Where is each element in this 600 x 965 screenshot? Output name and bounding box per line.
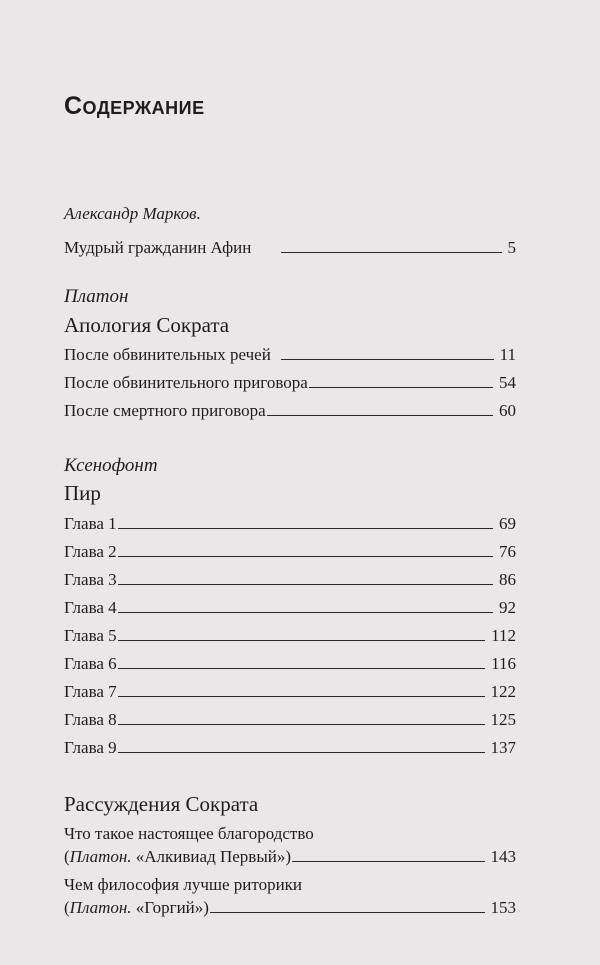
entry-page: 92 — [499, 598, 516, 617]
toc-entry[interactable] — [64, 680, 516, 704]
toc-entry[interactable] — [64, 371, 516, 395]
toc-entry[interactable] — [64, 896, 516, 920]
toc-entry[interactable] — [64, 624, 516, 648]
leader-line — [118, 708, 485, 725]
section-work-symposium: Пир — [64, 481, 101, 505]
entry-page: 76 — [499, 542, 516, 561]
entry-page: 116 — [491, 654, 516, 673]
leader-line — [118, 680, 485, 697]
leader-line — [118, 512, 493, 529]
leader-line — [210, 896, 485, 913]
leader-line — [118, 596, 493, 613]
leader-line — [118, 652, 485, 669]
entry-label: Глава 6 — [64, 654, 117, 673]
entry-label: Глава 1 — [64, 514, 117, 533]
entry-page: 60 — [499, 401, 516, 420]
entry-page: 153 — [490, 898, 516, 917]
entry-first-line: Что такое настоящее благородство — [64, 824, 314, 843]
entry-label: Глава 5 — [64, 626, 117, 645]
leader-line — [118, 540, 493, 557]
toc-entry[interactable] — [64, 596, 516, 620]
entry-page: 54 — [499, 373, 516, 392]
toc-entry-intro[interactable] — [64, 236, 516, 260]
entry-source: (Платон. «Алкивиад Первый») — [64, 847, 291, 866]
entry-label: Мудрый гражданин Афин — [64, 238, 252, 257]
entry-page: 125 — [490, 710, 516, 729]
entry-page: 137 — [490, 738, 516, 757]
entry-page: 5 — [507, 238, 516, 257]
leader-line — [281, 343, 494, 360]
entry-page: 11 — [499, 345, 516, 364]
section-author-plato: Платон — [64, 286, 129, 307]
entry-page: 112 — [491, 626, 516, 645]
toc-entry[interactable] — [64, 736, 516, 760]
section-work-apology: Апология Сократа — [64, 313, 230, 337]
entry-page: 143 — [490, 847, 516, 866]
toc-entry[interactable] — [64, 845, 516, 869]
toc-entry[interactable] — [64, 540, 516, 564]
leader-line — [118, 624, 485, 641]
leader-line — [281, 236, 501, 253]
entry-label: После смертного приговора — [64, 401, 266, 420]
entry-label: После обвинительных речей — [64, 345, 271, 364]
toc-entry[interactable] — [64, 399, 516, 423]
entry-label: Глава 4 — [64, 598, 117, 617]
entry-page: 122 — [490, 682, 516, 701]
section-author-xenophon: Ксенофонт — [64, 455, 158, 476]
toc-entry[interactable] — [64, 568, 516, 592]
toc-entry[interactable] — [64, 343, 516, 367]
intro-author: Александр Марков. — [64, 204, 201, 223]
entry-source: (Платон. «Горгий») — [64, 898, 209, 917]
leader-line — [267, 399, 493, 416]
leader-line — [309, 371, 493, 388]
section-work-discourses: Рассуждения Сократа — [64, 792, 259, 816]
toc-entry[interactable] — [64, 708, 516, 732]
toc-entry[interactable] — [64, 652, 516, 676]
page-title: Содержание — [64, 92, 205, 120]
entry-first-line: Чем философия лучше риторики — [64, 875, 303, 894]
entry-label: Глава 3 — [64, 570, 117, 589]
entry-label: Глава 2 — [64, 542, 117, 561]
toc-entry[interactable] — [64, 512, 516, 536]
entry-label: Глава 8 — [64, 710, 117, 729]
leader-line — [118, 736, 485, 753]
entry-page: 86 — [499, 570, 516, 589]
entry-label: Глава 7 — [64, 682, 117, 701]
leader-line — [118, 568, 493, 585]
entry-label: После обвинительного приговора — [64, 373, 308, 392]
entry-label: Глава 9 — [64, 738, 117, 757]
leader-line — [292, 845, 485, 862]
entry-page: 69 — [499, 514, 516, 533]
